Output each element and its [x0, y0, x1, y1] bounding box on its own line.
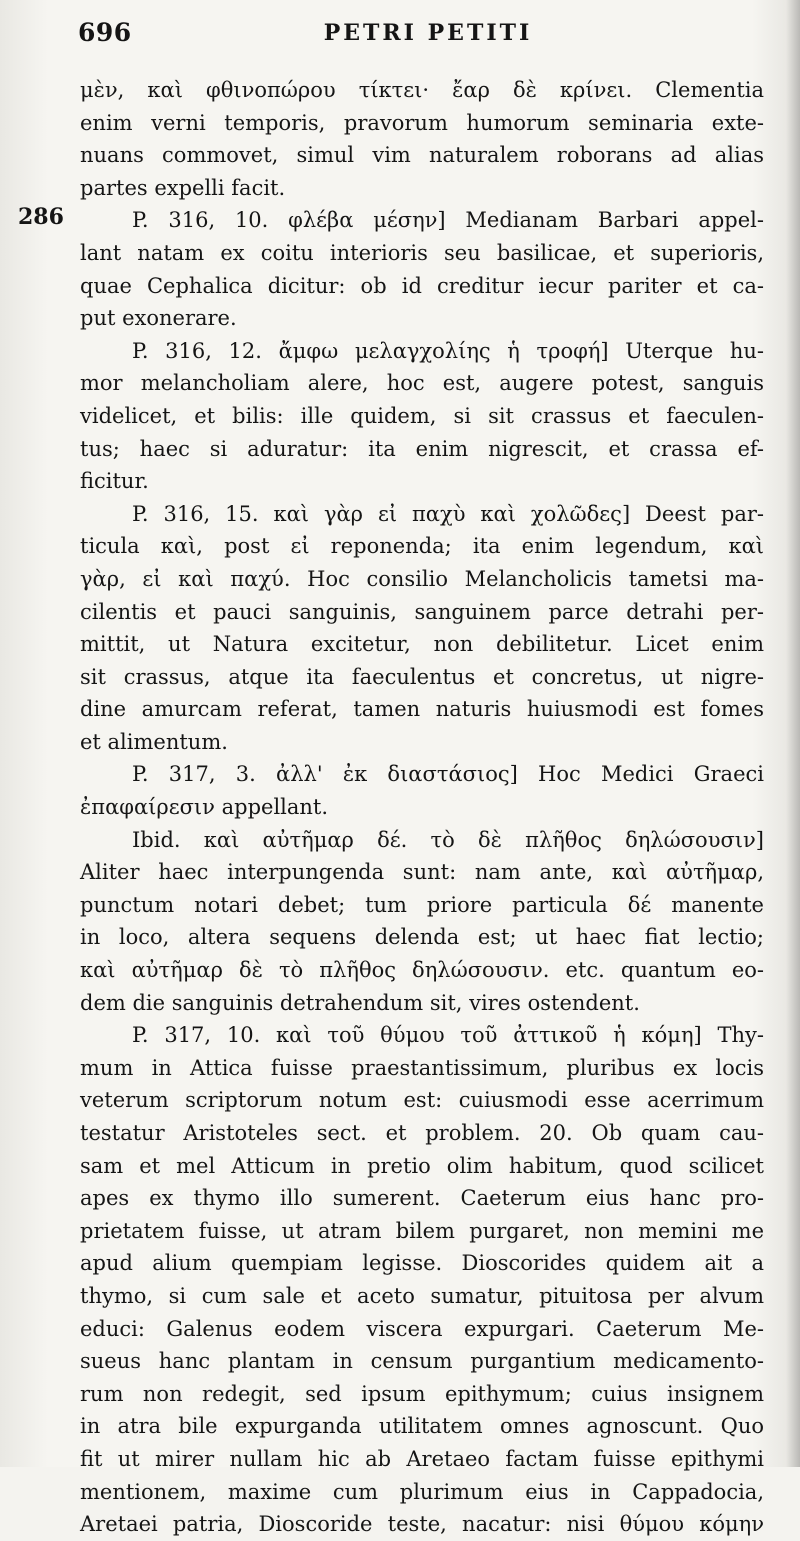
page-header	[78, 16, 778, 56]
text-line-wrapper	[80, 596, 764, 629]
text-line: ficitur.	[80, 469, 149, 494]
text-line-wrapper	[80, 139, 764, 172]
text-line-wrapper	[80, 367, 764, 400]
margin-reference-number: 286	[18, 204, 64, 231]
text-line-wrapper	[80, 1182, 764, 1215]
text-line-wrapper	[80, 237, 764, 270]
text-line: put exonerare.	[80, 306, 237, 331]
text-line-wrapper	[80, 465, 764, 498]
text-line: veterum scriptorum notum est: cuiusmodi esse acerrimum	[80, 1088, 764, 1113]
text-line-wrapper	[80, 1345, 764, 1378]
text-line-wrapper	[80, 172, 764, 205]
text-line-wrapper	[80, 889, 764, 922]
text-line: educi: Galenus eodem viscera expurgari. Caeterum Me-	[80, 1316, 764, 1341]
text-line-wrapper	[80, 563, 764, 596]
text-line: et alimentum.	[80, 729, 228, 754]
text-line-wrapper	[80, 1476, 764, 1509]
text-line: P. 317, 3. ἀλλ' ἐκ διαστάσιος] Hoc Medici Graeci	[132, 762, 764, 787]
text-line: mentionem, maxime cum plurimum eius in Cappadocia,	[80, 1479, 764, 1504]
text-line-wrapper	[80, 921, 764, 954]
text-line: nuans commovet, simul vim naturalem roborans ad alias	[80, 143, 764, 168]
text-line-wrapper	[80, 1280, 764, 1313]
text-line: Aretaei patria, Dioscoride teste, nacatur: nisi θύμου κόμην	[80, 1512, 764, 1537]
text-line: mum in Attica fuisse praestantissimum, pluribus ex locis	[80, 1055, 764, 1080]
text-line: Ibid. καὶ αὐτῆμαρ δέ. τὸ δὲ πλῆθος δηλώσουσιν]	[132, 827, 764, 852]
text-line: testatur Aristoteles sect. et problem. 20. Ob quam cau-	[80, 1121, 764, 1145]
text-line-wrapper	[80, 1150, 764, 1183]
text-line-wrapper	[80, 1052, 764, 1085]
text-line: partes expelli facit.	[80, 175, 286, 200]
text-line-wrapper	[80, 400, 764, 433]
text-line: ticula καὶ, post εἰ reponenda; ita enim legendum, καὶ	[80, 534, 764, 559]
text-line-wrapper	[80, 433, 764, 466]
text-line: apes ex thymo illo sumerent. Caeterum eius hanc pro-	[80, 1186, 764, 1211]
text-line-wrapper	[80, 530, 764, 563]
text-line-wrapper	[80, 1084, 764, 1117]
text-line-wrapper	[80, 1508, 764, 1541]
text-line-wrapper	[80, 824, 764, 857]
text-line: enim verni temporis, pravorum humorum seminaria exte-	[80, 110, 764, 135]
text-line-wrapper	[80, 1443, 764, 1476]
text-line: prietatem fuisse, ut atram bilem purgaret, non memini me	[80, 1218, 764, 1243]
text-line: Aliter haec interpungenda sunt: nam ante, καὶ αὐτῆμαρ,	[80, 860, 764, 885]
page-spine-shadow	[786, 0, 800, 1467]
text-line-wrapper	[18, 204, 764, 237]
text-line: γὰρ, εἰ καὶ παχύ. Hoc consilio Melancholicis tametsi ma-	[80, 566, 764, 591]
text-line-wrapper	[80, 856, 764, 889]
text-line: sam et mel Atticum in pretio olim habitum, quod scilicet	[80, 1153, 764, 1178]
text-line: in loco, altera sequens delenda est; ut haec fiat lectio;	[80, 925, 764, 950]
text-line-wrapper	[80, 302, 764, 335]
text-line: videlicet, et bilis: ille quidem, si sit crassus et faeculen-	[80, 403, 764, 428]
text-line: punctum notari debet; tum priore particula δέ manente	[80, 892, 764, 917]
text-line: in atra bile expurganda utilitatem omnes agnoscunt. Quo	[80, 1414, 764, 1439]
text-line: dem die sanguinis detrahendum sit, vires ostendent.	[80, 990, 640, 1015]
text-line: thymo, si cum sale et aceto sumatur, pituitosa per alvum	[80, 1283, 764, 1308]
text-line: cilentis et pauci sanguinis, sanguinem parce detrahi per-	[80, 599, 764, 624]
text-line-wrapper	[80, 987, 764, 1020]
running-head: PETRI PETITI	[323, 20, 533, 46]
text-line: rum non redegit, sed ipsum epithymum; cuius insignem	[80, 1381, 764, 1406]
text-line: dine amurcam referat, tamen naturis huiusmodi est fomes	[80, 697, 764, 722]
text-line-wrapper	[80, 1215, 764, 1248]
text-line: tus; haec si aduratur: ita enim nigrescit, et crassa ef-	[80, 436, 764, 461]
text-line-wrapper	[80, 498, 764, 531]
text-line-wrapper	[80, 270, 764, 303]
text-line: fit ut mirer nullam hic ab Aretaeo factam fuisse epithymi	[80, 1446, 764, 1471]
text-line-wrapper	[80, 74, 764, 107]
text-line-wrapper	[80, 661, 764, 694]
text-line: sueus hanc plantam in censum purgantium medicamento-	[80, 1349, 764, 1374]
text-line: sit crassus, atque ita faeculentus et concretus, ut nigre-	[80, 664, 764, 689]
text-line-wrapper	[80, 628, 764, 661]
text-line-wrapper	[80, 791, 764, 824]
text-line-wrapper	[80, 335, 764, 368]
text-line: P. 316, 15. καὶ γὰρ εἰ παχὺ καὶ χολῶδες] Deest par-	[132, 501, 764, 526]
text-line-wrapper	[80, 726, 764, 759]
page-number: 696	[78, 18, 132, 47]
text-line-wrapper	[80, 1313, 764, 1346]
text-line-wrapper	[80, 954, 764, 987]
text-line: apud alium quempiam legisse. Dioscorides quidem ait a	[80, 1251, 764, 1276]
text-line: lant natam ex coitu interioris seu basilicae, et superioris,	[80, 240, 764, 265]
text-line: μὲν, καὶ φθινοπώρου τίκτει· ἔαρ δὲ κρίνει. Clementia	[80, 78, 764, 102]
text-line-wrapper	[80, 693, 764, 726]
text-line: mittit, ut Natura excitetur, non debilitetur. Licet enim	[80, 632, 764, 657]
text-line-wrapper	[80, 1247, 764, 1280]
text-line: P. 316, 12. ἄμφω μελαγχολίης ἡ τροφή] Uterque hu-	[132, 338, 764, 363]
text-line-wrapper	[80, 1019, 764, 1052]
text-line-wrapper	[80, 1410, 764, 1443]
text-line: P. 317, 10. καὶ τοῦ θύμου τοῦ ἀττικοῦ ἡ κόμη] Thy-	[132, 1023, 764, 1048]
text-line: ἐπαφαίρεσιν appellant.	[80, 795, 329, 820]
text-line-wrapper	[80, 758, 764, 791]
text-line-wrapper	[80, 1117, 764, 1150]
text-line: mor melancholiam alere, hoc est, augere potest, sanguis	[80, 371, 764, 396]
text-line-wrapper	[80, 107, 764, 140]
text-line-wrapper	[80, 1378, 764, 1411]
text-line: quae Cephalica dicitur: ob id creditur iecur pariter et ca-	[80, 273, 764, 298]
text-line: καὶ αὐτῆμαρ δὲ τὸ πλῆθος δηλώσουσιν. etc. quantum eo-	[80, 958, 764, 983]
text-line: P. 316, 10. φλέβα μέσην] Medianam Barbari appel-	[132, 208, 764, 233]
body-text	[18, 74, 764, 1541]
